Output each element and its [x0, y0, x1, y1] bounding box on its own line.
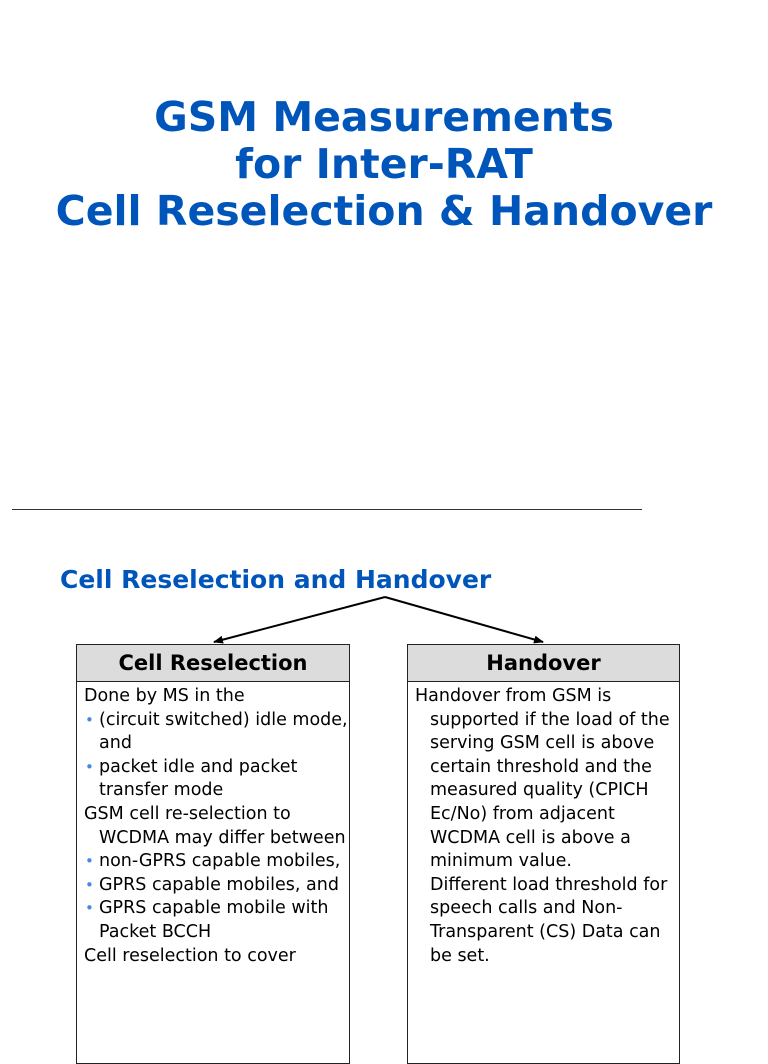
- title-line-2: for Inter-RAT: [235, 140, 533, 188]
- bullet-icon: •: [85, 852, 94, 871]
- list-item: • GPRS capable mobile with Packet BCCH: [85, 898, 329, 942]
- bullet-icon: •: [85, 710, 94, 729]
- arrow-to-handover: [385, 597, 543, 642]
- cell-reselection-middle: GSM cell re-selection to WCDMA may differ between: [84, 803, 346, 848]
- divider-line: [12, 509, 642, 510]
- list-item: • non-GPRS capable mobiles,: [84, 850, 349, 874]
- page-title: [0, 94, 768, 235]
- cell-reselection-list-1: [84, 709, 349, 803]
- arrow-to-cell-reselection: [214, 597, 385, 642]
- bullet-icon: •: [85, 875, 94, 894]
- bullet-icon: •: [85, 757, 94, 776]
- handover-paragraph-1: Handover from GSM is supported if the load of the serving GSM cell is above certain threshold and the measured quality (CPICH Ec/No) from adjacent WCDMA cell is above a minimum value.: [415, 686, 670, 872]
- list-item: • packet idle and packet transfer mode: [85, 756, 298, 801]
- cell-reselection-intro: Done by MS in the: [84, 686, 245, 706]
- handover-body: [408, 682, 679, 968]
- handover-header: Handover: [408, 645, 679, 682]
- cell-reselection-box: [76, 644, 350, 1064]
- handover-paragraph-2: Different load threshold for speech calls and Non-Transparent (CS) Data can be set.: [430, 874, 668, 966]
- title-line-3: Cell Reselection & Handover: [55, 187, 713, 235]
- cell-reselection-trailing: Cell reselection to cover: [84, 945, 296, 966]
- cell-reselection-header: Cell Reselection: [77, 645, 349, 682]
- cell-reselection-body: [77, 682, 349, 968]
- list-item: • GPRS capable mobiles, and: [84, 874, 349, 898]
- bullet-icon: •: [85, 899, 94, 918]
- title-line-1: GSM Measurements: [154, 93, 614, 141]
- cell-reselection-list-2: [84, 850, 349, 944]
- handover-box: [407, 644, 680, 1064]
- list-item: • (circuit switched) idle mode, and: [85, 709, 348, 754]
- section-heading: Cell Reselection and Handover: [60, 565, 492, 594]
